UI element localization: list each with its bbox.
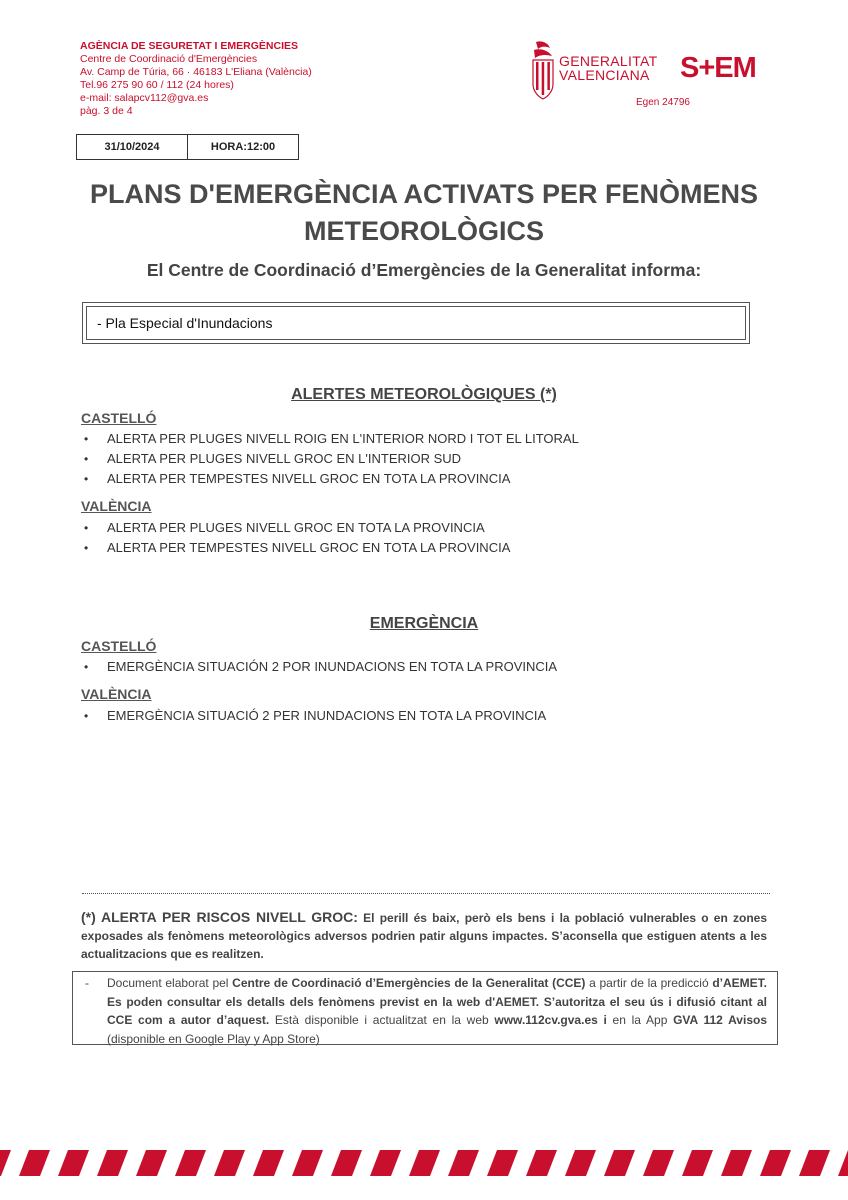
date-cell: 31/10/2024 [104, 141, 160, 153]
stripe-segment [487, 1150, 518, 1176]
stripe-segment [448, 1150, 479, 1176]
note-lead: (*) ALERTA PER RISCOS NIVELL GROC: [81, 909, 358, 925]
stripe-segment [604, 1150, 635, 1176]
stripe-segment [136, 1150, 167, 1176]
alerts-valencia-list [81, 518, 510, 558]
page-subtitle: El Centre de Coordinació d’Emergències de la Generalitat informa: [146, 260, 702, 280]
emergency-castello-list [81, 657, 557, 677]
title-line-1: PLANS D'EMERGÈNCIA ACTIVATS PER FENÒMENS [90, 179, 758, 209]
emergency-valencia-heading: VALÈNCIA [81, 686, 152, 702]
gv-line-1: GENERALITAT [559, 53, 658, 69]
stripe-segment [58, 1150, 89, 1176]
list-item: • ALERTA PER PLUGES NIVELL ROIG EN L'INTERIOR NORD I TOT EL LITORAL [81, 429, 579, 449]
agency-name: AGÈNCIA DE SEGURETAT I EMERGÈNCIES [80, 40, 298, 52]
stripe-segment [97, 1150, 128, 1176]
stripe-segment [0, 1150, 11, 1176]
stripe-segment [526, 1150, 557, 1176]
agency-email: e-mail: salapcv112@gva.es [80, 92, 209, 104]
egen-reference: Egen 24796 [636, 97, 690, 108]
stripe-segment [175, 1150, 206, 1176]
stripe-segment [214, 1150, 245, 1176]
sem-logo: S+EM [680, 52, 756, 84]
stripe-segment [409, 1150, 440, 1176]
footer-text-4: en la App [606, 1013, 674, 1027]
stripe-segment [721, 1150, 752, 1176]
generalitat-wordmark [559, 54, 657, 82]
footer-website: www.112cv.gva.es i [494, 1013, 607, 1027]
agency-address: Av. Camp de Túria, 66 · 46183 L'Eliana (València) [80, 66, 312, 78]
centre-name: Centre de Coordinació d'Emergències [80, 53, 258, 65]
footer-text-3: Està disponible i actualitzat en la web [269, 1013, 495, 1027]
gv-line-2: VALENCIANA [559, 67, 650, 83]
time-cell: HORA:12:00 [187, 135, 298, 159]
footer-aemet-text: d’AEMET. Es poden consultar els detalls dels fenòmens previst en la web d'AEMET. S’autoritza el seu ús i difusió citant al CCE com a autor d’aquest. [107, 976, 767, 1027]
note-text: El perill és baix, però els bens i la població vulnerables o en zones exposades als fenòmens meteorològics adversos podrien patir alguns impactes. S’aconsella que estiguen atents a les actualitzacions que es realitzen. [81, 911, 767, 961]
list-item: • EMERGÈNCIA SITUACIÓ 2 PER INUNDACIONS EN TOTA LA PROVINCIA [81, 706, 546, 726]
stripe-segment [838, 1150, 848, 1176]
alerts-castello-heading: CASTELLÓ [81, 410, 157, 426]
footer-text-5: (disponible en Google Play y App Store) [107, 1031, 320, 1046]
decorative-stripe-band [0, 1148, 848, 1178]
list-item: • ALERTA PER PLUGES NIVELL GROC EN L'INTERIOR SUD [81, 449, 579, 469]
active-plan: - Pla Especial d'Inundacions [86, 306, 746, 340]
list-item: • ALERTA PER PLUGES NIVELL GROC EN TOTA LA PROVINCIA [81, 518, 510, 538]
list-item: • ALERTA PER TEMPESTES NIVELL GROC EN TOTA LA PROVINCIA [81, 538, 510, 558]
stripe-segment [253, 1150, 284, 1176]
footer-text-1: Document elaborat pel [107, 976, 233, 990]
title-line-2: METEOROLÒGICS [303, 216, 544, 246]
list-item: • EMERGÈNCIA SITUACIÓN 2 POR INUNDACIONS EN TOTA LA PROVINCIA [81, 657, 557, 677]
emergency-castello-heading: CASTELLÓ [81, 638, 157, 654]
dotted-divider [82, 893, 770, 894]
footer-dash: - [85, 976, 89, 990]
yellow-alert-note [81, 908, 767, 963]
stripe-segment [565, 1150, 596, 1176]
page-number: pàg. 3 de 4 [80, 105, 133, 117]
emergency-valencia-list [81, 706, 546, 726]
footer-cce-name: Centre de Coordinació d’Emergències de la Generalitat (CCE) [232, 976, 586, 990]
stripe-segment [760, 1150, 791, 1176]
agency-phone: Tel.96 275 90 60 / 112 (24 hores) [80, 79, 234, 91]
alerts-castello-list [81, 429, 579, 489]
stripe-segment [799, 1150, 830, 1176]
emergency-heading: EMERGÈNCIA [369, 615, 479, 632]
stripe-segment [682, 1150, 713, 1176]
stripe-segment [643, 1150, 674, 1176]
stripe-segment [19, 1150, 50, 1176]
generalitat-emblem-icon [530, 40, 556, 100]
page-title [60, 176, 788, 250]
document-footer-note [72, 971, 778, 1045]
date-time-box [76, 134, 299, 160]
list-item: • ALERTA PER TEMPESTES NIVELL GROC EN TOTA LA PROVINCIA [81, 469, 579, 489]
footer-text-2: a partir de la predicció [585, 976, 713, 990]
alerts-valencia-heading: VALÈNCIA [81, 498, 152, 514]
stripe-segment [370, 1150, 401, 1176]
stripe-segment [292, 1150, 323, 1176]
footer-app-name: GVA 112 Avisos [673, 1013, 767, 1027]
header-logos [530, 40, 770, 100]
active-plan-box [82, 302, 750, 344]
stripe-segment [331, 1150, 362, 1176]
agency-contact-block [80, 40, 312, 118]
alerts-heading: ALERTES METEOROLÒGIQUES (*) [291, 386, 557, 403]
